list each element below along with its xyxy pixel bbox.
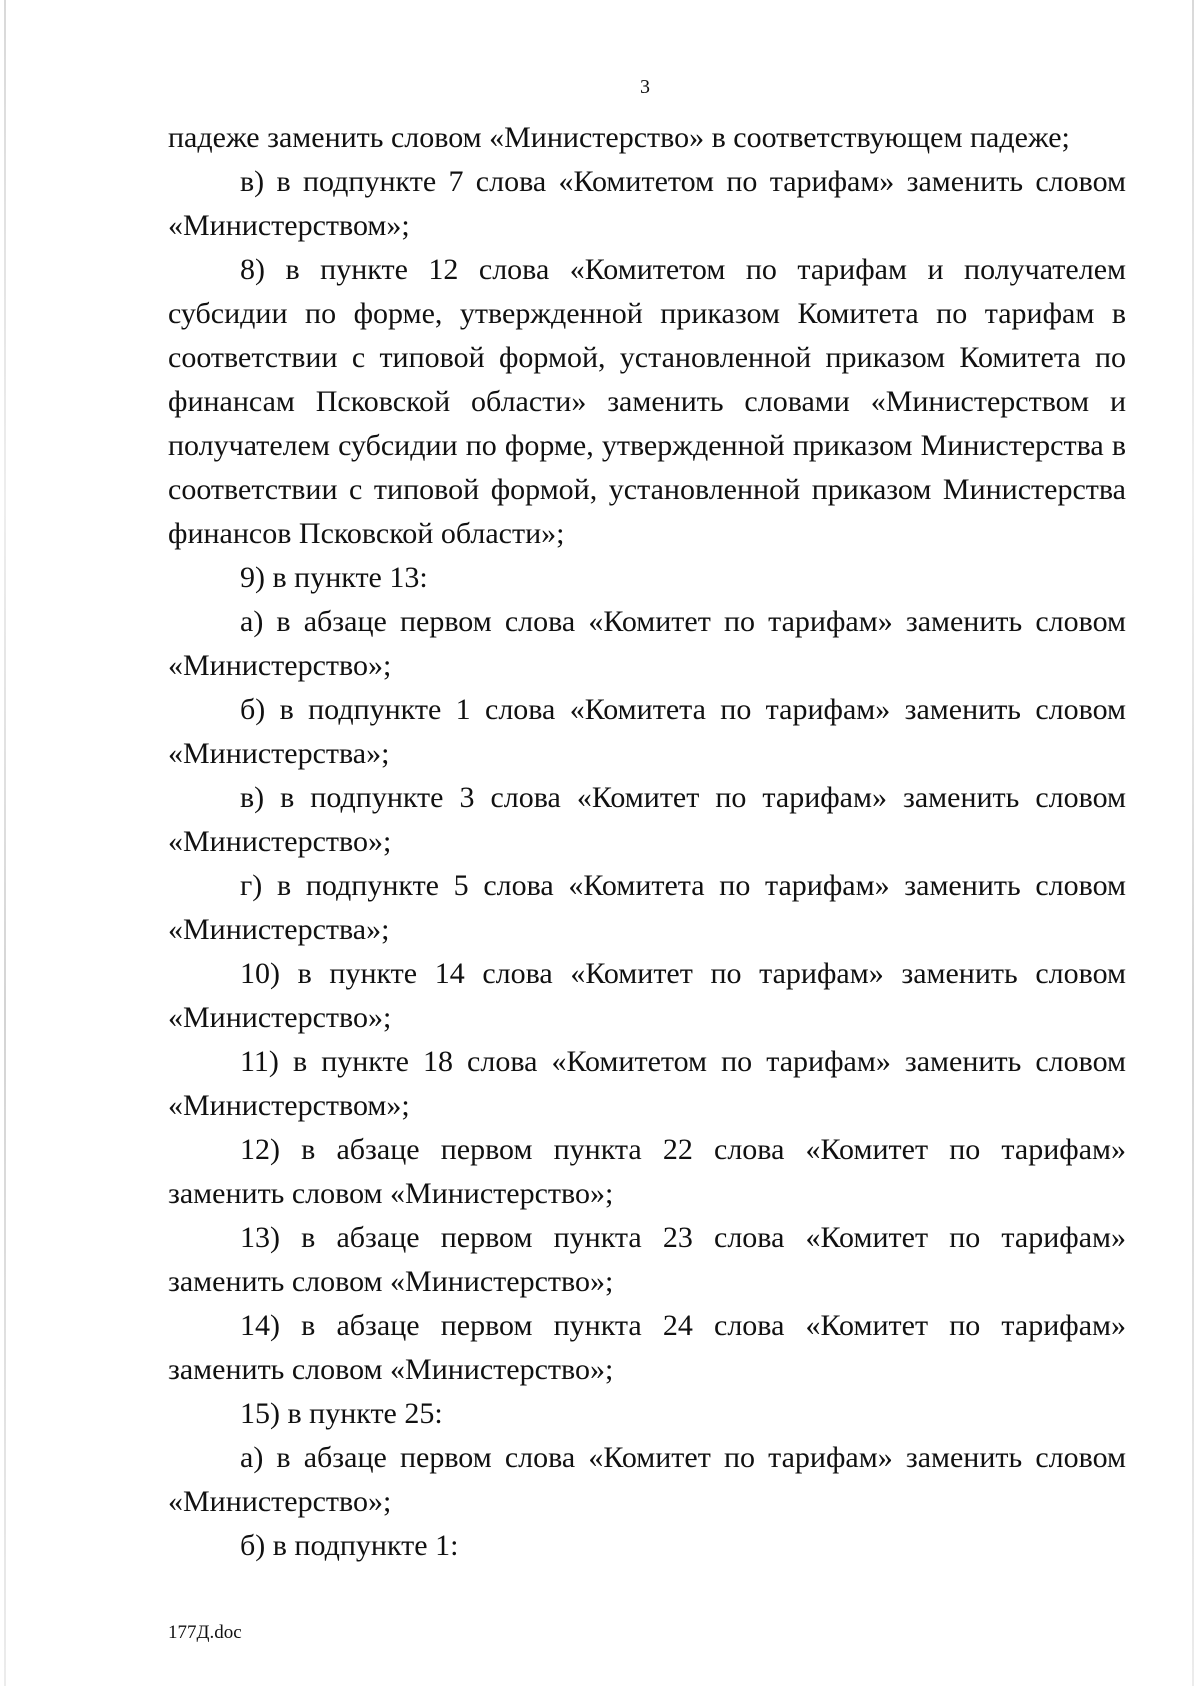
paragraph: 13) в абзаце первом пункта 23 слова «Комитет по тарифам» заменить словом «Министерство»; (168, 1221, 1126, 1298)
paragraph: а) в абзаце первом слова «Комитет по тарифам» заменить словом «Министерство»; (168, 1441, 1126, 1518)
paragraph: 15) в пункте 25: (240, 1397, 443, 1430)
paragraph: падеже заменить словом «Министерство» в соответствующем падеже; (168, 121, 1070, 154)
paragraph: б) в подпункте 1 слова «Комитета по тарифам» заменить словом «Министерства»; (168, 693, 1126, 770)
paragraph: 14) в абзаце первом пункта 24 слова «Комитет по тарифам» заменить словом «Министерство»; (168, 1309, 1126, 1386)
paragraph: 11) в пункте 18 слова «Комитетом по тарифам» заменить словом «Министерством»; (168, 1045, 1126, 1122)
paragraph: а) в абзаце первом слова «Комитет по тарифам» заменить словом «Министерство»; (168, 605, 1126, 682)
scan-edge-right (1192, 0, 1194, 1686)
paragraph: 8) в пункте 12 слова «Комитетом по тарифам и получателем субсидии по форме, утвержденной приказом Комитета по тарифам в соответствии с типовой формой, установленной приказом Комитета по финансам Псковской области» заменить словами «Министерством и получателем субсидии по форме, утвержденной приказом Министерства в соответствии с типовой формой, установленной приказом Министерства финансов Псковской области»; (168, 253, 1126, 550)
paragraph: в) в подпункте 7 слова «Комитетом по тарифам» заменить словом «Министерством»; (168, 165, 1126, 242)
paragraph: 9) в пункте 13: (240, 561, 428, 594)
page-number: 3 (640, 76, 650, 98)
paragraph: 12) в абзаце первом пункта 22 слова «Комитет по тарифам» заменить словом «Министерство»; (168, 1133, 1126, 1210)
paragraph: б) в подпункте 1: (240, 1529, 459, 1562)
paragraph: г) в подпункте 5 слова «Комитета по тарифам» заменить словом «Министерства»; (168, 869, 1126, 946)
paragraph: 10) в пункте 14 слова «Комитет по тарифам» заменить словом «Министерство»; (168, 957, 1126, 1034)
paragraph: в) в подпункте 3 слова «Комитет по тарифам» заменить словом «Министерство»; (168, 781, 1126, 858)
footer-filename: 177Д.doc (168, 1622, 242, 1643)
scan-edge-left (4, 0, 6, 1686)
document-body (168, 116, 1126, 1568)
